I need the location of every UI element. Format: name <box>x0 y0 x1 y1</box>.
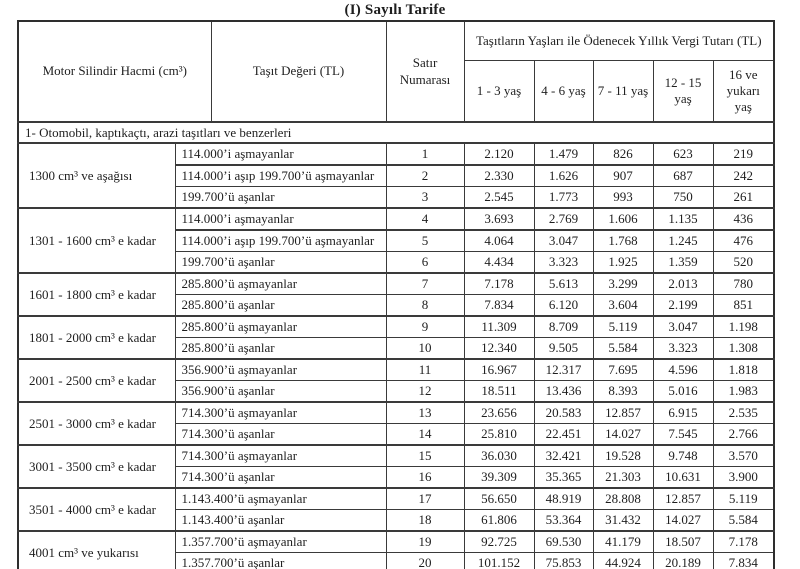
tariff-table-header <box>18 21 774 122</box>
tax-amount-cell: 2.120 <box>464 143 534 165</box>
value-range-cell: 1.143.400’ü aşmayanlar <box>175 488 386 510</box>
tax-amount-cell: 1.308 <box>713 338 774 360</box>
value-range-cell: 356.900’ü aşmayanlar <box>175 359 386 381</box>
value-range-cell: 114.000’i aşıp 199.700’ü aşmayanlar <box>175 230 386 252</box>
engine-size-cell: 1801 - 2000 cm³ e kadar <box>18 316 175 359</box>
tax-amount-cell: 4.064 <box>464 230 534 252</box>
value-range-cell: 1.357.700’ü aşanlar <box>175 553 386 569</box>
tax-amount-cell: 2.199 <box>653 295 713 317</box>
tax-amount-cell: 75.853 <box>534 553 593 569</box>
tax-amount-cell: 5.119 <box>713 488 774 510</box>
engine-size-cell: 1301 - 1600 cm³ e kadar <box>18 208 175 273</box>
row-number-cell: 14 <box>386 424 464 446</box>
row-number-cell: 9 <box>386 316 464 338</box>
motor-col-header: Motor Silindir Hacmi (cm³) <box>18 21 211 122</box>
row-number-cell: 18 <box>386 510 464 532</box>
row-number-cell: 19 <box>386 531 464 553</box>
tax-amount-cell: 520 <box>713 252 774 274</box>
row-number-cell: 10 <box>386 338 464 360</box>
tax-amount-cell: 1.606 <box>593 208 653 230</box>
tax-amount-cell: 22.451 <box>534 424 593 446</box>
tax-group-header: Taşıtların Yaşları ile Ödenecek Yıllık Vergi Tutarı (TL) <box>464 21 774 61</box>
value-range-cell: 285.800’ü aşmayanlar <box>175 273 386 295</box>
tax-amount-cell: 5.016 <box>653 381 713 403</box>
tariff-table <box>17 20 775 569</box>
row-number-cell: 5 <box>386 230 464 252</box>
tax-amount-cell: 623 <box>653 143 713 165</box>
tax-amount-cell: 69.530 <box>534 531 593 553</box>
tax-amount-cell: 25.810 <box>464 424 534 446</box>
tax-amount-cell: 242 <box>713 165 774 187</box>
tariff-table-body <box>18 122 774 569</box>
tax-amount-cell: 7.178 <box>713 531 774 553</box>
tax-amount-cell: 7.178 <box>464 273 534 295</box>
tariff-row <box>18 488 774 510</box>
value-range-cell: 714.300’ü aşanlar <box>175 424 386 446</box>
tax-amount-cell: 1.135 <box>653 208 713 230</box>
tax-amount-cell: 18.511 <box>464 381 534 403</box>
tax-amount-cell: 10.631 <box>653 467 713 489</box>
tax-amount-cell: 2.545 <box>464 187 534 209</box>
tax-amount-cell: 687 <box>653 165 713 187</box>
tax-amount-cell: 101.152 <box>464 553 534 569</box>
row-number-cell: 8 <box>386 295 464 317</box>
tax-amount-cell: 48.919 <box>534 488 593 510</box>
tax-amount-cell: 6.915 <box>653 402 713 424</box>
tax-amount-cell: 12.340 <box>464 338 534 360</box>
tax-amount-cell: 56.650 <box>464 488 534 510</box>
value-range-cell: 714.300’ü aşmayanlar <box>175 402 386 424</box>
tax-amount-cell: 2.013 <box>653 273 713 295</box>
tax-amount-cell: 1.245 <box>653 230 713 252</box>
tax-amount-cell: 2.766 <box>713 424 774 446</box>
age-col-header: 12 - 15 yaş <box>653 61 713 123</box>
tariff-row <box>18 316 774 338</box>
tax-amount-cell: 23.656 <box>464 402 534 424</box>
value-range-cell: 714.300’ü aşanlar <box>175 467 386 489</box>
tariff-row <box>18 359 774 381</box>
value-range-cell: 114.000’i aşmayanlar <box>175 143 386 165</box>
tax-amount-cell: 261 <box>713 187 774 209</box>
tax-amount-cell: 3.323 <box>534 252 593 274</box>
tax-amount-cell: 3.047 <box>653 316 713 338</box>
tax-amount-cell: 41.179 <box>593 531 653 553</box>
value-range-cell: 199.700’ü aşanlar <box>175 252 386 274</box>
row-number-cell: 4 <box>386 208 464 230</box>
value-range-cell: 714.300’ü aşmayanlar <box>175 445 386 467</box>
value-range-cell: 1.357.700’ü aşmayanlar <box>175 531 386 553</box>
header-row-top <box>18 21 774 61</box>
value-range-cell: 356.900’ü aşanlar <box>175 381 386 403</box>
tax-amount-cell: 21.303 <box>593 467 653 489</box>
tax-amount-cell: 35.365 <box>534 467 593 489</box>
row-number-cell: 7 <box>386 273 464 295</box>
tax-amount-cell: 3.693 <box>464 208 534 230</box>
tax-amount-cell: 4.434 <box>464 252 534 274</box>
tariff-row <box>18 445 774 467</box>
value-range-cell: 114.000’i aşmayanlar <box>175 208 386 230</box>
value-range-cell: 285.800’ü aşanlar <box>175 295 386 317</box>
tax-amount-cell: 3.604 <box>593 295 653 317</box>
tax-amount-cell: 1.626 <box>534 165 593 187</box>
tax-amount-cell: 436 <box>713 208 774 230</box>
tax-amount-cell: 3.047 <box>534 230 593 252</box>
tax-amount-cell: 7.834 <box>713 553 774 569</box>
value-range-cell: 1.143.400’ü aşanlar <box>175 510 386 532</box>
row-number-cell: 13 <box>386 402 464 424</box>
engine-size-cell: 2501 - 3000 cm³ e kadar <box>18 402 175 445</box>
tax-amount-cell: 5.119 <box>593 316 653 338</box>
tax-amount-cell: 92.725 <box>464 531 534 553</box>
engine-size-cell: 1601 - 1800 cm³ e kadar <box>18 273 175 316</box>
value-range-cell: 199.700’ü aşanlar <box>175 187 386 209</box>
row-number-cell: 20 <box>386 553 464 569</box>
tax-amount-cell: 1.479 <box>534 143 593 165</box>
section-row <box>18 122 774 143</box>
tax-amount-cell: 1.773 <box>534 187 593 209</box>
tariff-row <box>18 531 774 553</box>
tax-amount-cell: 851 <box>713 295 774 317</box>
tariff-row <box>18 143 774 165</box>
row-number-cell: 3 <box>386 187 464 209</box>
tax-amount-cell: 1.983 <box>713 381 774 403</box>
tax-amount-cell: 19.528 <box>593 445 653 467</box>
value-range-cell: 285.800’ü aşanlar <box>175 338 386 360</box>
row-number-cell: 12 <box>386 381 464 403</box>
tax-amount-cell: 11.309 <box>464 316 534 338</box>
tax-amount-cell: 7.545 <box>653 424 713 446</box>
tax-amount-cell: 8.709 <box>534 316 593 338</box>
tax-amount-cell: 5.584 <box>593 338 653 360</box>
tax-amount-cell: 28.808 <box>593 488 653 510</box>
row-number-cell: 1 <box>386 143 464 165</box>
tax-amount-cell: 2.769 <box>534 208 593 230</box>
tax-amount-cell: 20.583 <box>534 402 593 424</box>
tax-amount-cell: 16.967 <box>464 359 534 381</box>
value-col-header: Taşıt Değeri (TL) <box>211 21 386 122</box>
age-col-header: 1 - 3 yaş <box>464 61 534 123</box>
tax-amount-cell: 20.189 <box>653 553 713 569</box>
tax-amount-cell: 7.695 <box>593 359 653 381</box>
row-number-cell: 11 <box>386 359 464 381</box>
tax-amount-cell: 31.432 <box>593 510 653 532</box>
tax-amount-cell: 14.027 <box>653 510 713 532</box>
value-range-cell: 114.000’i aşıp 199.700’ü aşmayanlar <box>175 165 386 187</box>
engine-size-cell: 4001 cm³ ve yukarısı <box>18 531 175 569</box>
section-label: 1- Otomobil, kaptıkaçtı, arazi taşıtları ve benzerleri <box>18 122 774 143</box>
tax-amount-cell: 3.323 <box>653 338 713 360</box>
tax-amount-cell: 3.299 <box>593 273 653 295</box>
tax-amount-cell: 1.359 <box>653 252 713 274</box>
tax-amount-cell: 3.900 <box>713 467 774 489</box>
tax-amount-cell: 3.570 <box>713 445 774 467</box>
tariff-row <box>18 273 774 295</box>
tax-amount-cell: 1.768 <box>593 230 653 252</box>
row-number-cell: 17 <box>386 488 464 510</box>
tax-amount-cell: 476 <box>713 230 774 252</box>
tax-amount-cell: 18.507 <box>653 531 713 553</box>
age-col-header: 16 ve yukarı yaş <box>713 61 774 123</box>
value-range-cell: 285.800’ü aşmayanlar <box>175 316 386 338</box>
row-number-cell: 6 <box>386 252 464 274</box>
row-number-cell: 16 <box>386 467 464 489</box>
tax-amount-cell: 5.584 <box>713 510 774 532</box>
tax-amount-cell: 6.120 <box>534 295 593 317</box>
engine-size-cell: 3001 - 3500 cm³ e kadar <box>18 445 175 488</box>
age-col-header: 4 - 6 yaş <box>534 61 593 123</box>
tax-amount-cell: 53.364 <box>534 510 593 532</box>
tax-amount-cell: 9.505 <box>534 338 593 360</box>
tax-amount-cell: 14.027 <box>593 424 653 446</box>
tax-amount-cell: 61.806 <box>464 510 534 532</box>
tax-amount-cell: 750 <box>653 187 713 209</box>
tax-amount-cell: 219 <box>713 143 774 165</box>
tax-amount-cell: 12.317 <box>534 359 593 381</box>
tax-amount-cell: 7.834 <box>464 295 534 317</box>
tariff-row <box>18 402 774 424</box>
tax-amount-cell: 1.818 <box>713 359 774 381</box>
age-col-header: 7 - 11 yaş <box>593 61 653 123</box>
tax-amount-cell: 5.613 <box>534 273 593 295</box>
tax-amount-cell: 13.436 <box>534 381 593 403</box>
tax-amount-cell: 1.198 <box>713 316 774 338</box>
tariff-row <box>18 208 774 230</box>
tax-amount-cell: 9.748 <box>653 445 713 467</box>
tax-amount-cell: 8.393 <box>593 381 653 403</box>
engine-size-cell: 1300 cm³ ve aşağısı <box>18 143 175 208</box>
tax-amount-cell: 826 <box>593 143 653 165</box>
tax-amount-cell: 36.030 <box>464 445 534 467</box>
page-title: (I) Sayılı Tarife <box>344 2 446 18</box>
tax-amount-cell: 39.309 <box>464 467 534 489</box>
engine-size-cell: 2001 - 2500 cm³ e kadar <box>18 359 175 402</box>
engine-size-cell: 3501 - 4000 cm³ e kadar <box>18 488 175 531</box>
tax-amount-cell: 1.925 <box>593 252 653 274</box>
row-number-cell: 2 <box>386 165 464 187</box>
tax-amount-cell: 32.421 <box>534 445 593 467</box>
tax-amount-cell: 907 <box>593 165 653 187</box>
tax-amount-cell: 44.924 <box>593 553 653 569</box>
tax-amount-cell: 2.535 <box>713 402 774 424</box>
tax-amount-cell: 12.857 <box>653 488 713 510</box>
row-no-col-header: Satır Numarası <box>386 21 464 122</box>
tax-amount-cell: 4.596 <box>653 359 713 381</box>
tax-amount-cell: 993 <box>593 187 653 209</box>
tax-amount-cell: 780 <box>713 273 774 295</box>
tax-amount-cell: 2.330 <box>464 165 534 187</box>
row-number-cell: 15 <box>386 445 464 467</box>
tax-amount-cell: 12.857 <box>593 402 653 424</box>
